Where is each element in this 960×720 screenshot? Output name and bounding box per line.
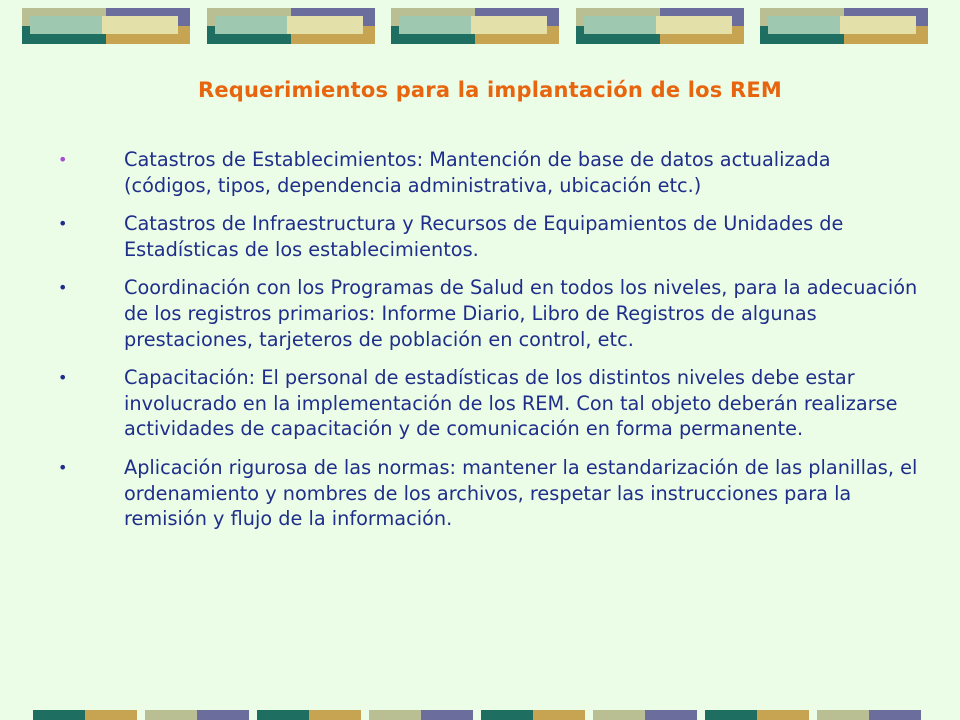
list-item [58, 211, 918, 262]
band-segment [257, 710, 309, 720]
list-item [58, 365, 918, 442]
band-segment [869, 710, 921, 720]
band-segment [593, 710, 645, 720]
decorative-tile [22, 8, 190, 44]
band-segment [197, 710, 249, 720]
list-item [58, 147, 918, 198]
decorative-tile [760, 8, 928, 44]
list-item-text: Catastros de Infraestructura y Recursos de Equipamientos de Unidades de Estadísticas de los establecimientos. [124, 212, 844, 261]
list-item-text: Aplicación rigurosa de las normas: mantener la estandarización de las planillas, el ordenamiento y nombres de los archivos, respetar las instrucciones para la remisión y flujo de la información. [124, 455, 918, 531]
bullet-icon: • [58, 457, 68, 477]
band-segment [33, 710, 85, 720]
band-segment [145, 710, 197, 720]
requirements-list [58, 147, 918, 545]
bullet-icon: • [58, 368, 68, 388]
band-segment [817, 710, 869, 720]
band-segment [421, 710, 473, 720]
bullet-icon: • [58, 278, 68, 298]
band-segment [757, 710, 809, 720]
decorative-tile [207, 8, 375, 44]
bottom-decorative-band [33, 710, 960, 720]
decorative-tile [576, 8, 744, 44]
slide-title: Requerimientos para la implantación de los REM [197, 78, 783, 102]
list-item-text: Catastros de Establecimientos: Mantención de base de datos actualizada (códigos, tipos, dependencia administrativa, ubicación etc.) [124, 148, 831, 197]
list-item-text: Coordinación con los Programas de Salud en todos los niveles, para la adecuación de los registros primarios: Informe Diario, Libro de Registros de algunas prestaciones, tarjeteros de población en control, etc. [124, 276, 918, 351]
bullet-icon: • [58, 150, 68, 169]
band-segment [309, 710, 361, 720]
band-segment [705, 710, 757, 720]
band-segment [481, 710, 533, 720]
band-segment [369, 710, 421, 720]
list-item-text: Capacitación: El personal de estadísticas de los distintos niveles debe estar involucrado en la implementación de los REM. Con tal objeto deberán realizarse actividades de capacitación y de comunicación en forma permanente. [124, 366, 898, 441]
list-item [58, 275, 918, 352]
decorative-tile [391, 8, 559, 44]
band-segment [645, 710, 697, 720]
band-segment [533, 710, 585, 720]
top-decorative-band [22, 8, 942, 44]
band-segment [85, 710, 137, 720]
bullet-icon: • [58, 214, 68, 234]
list-item [58, 455, 918, 532]
